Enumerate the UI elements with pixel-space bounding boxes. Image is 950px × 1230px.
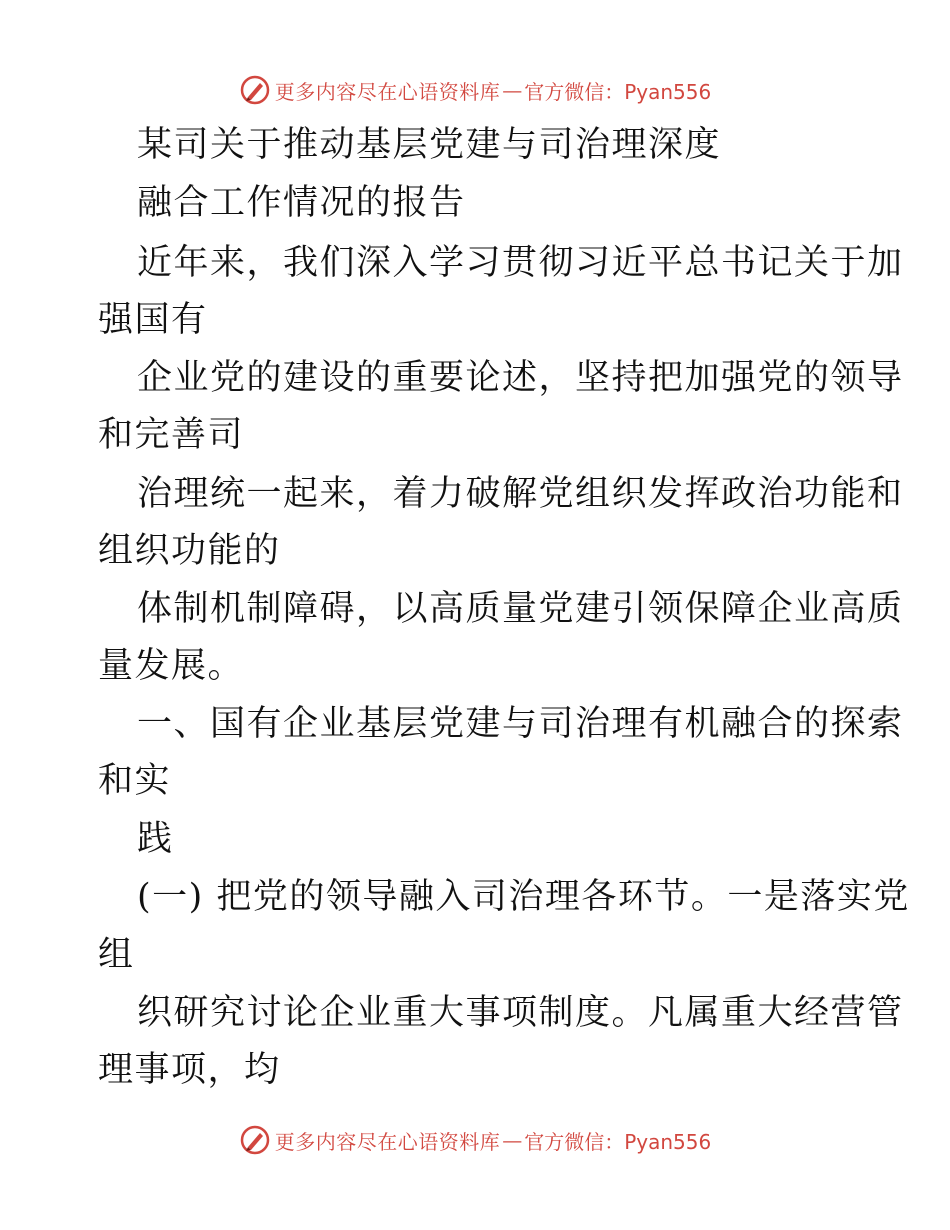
text-line: 组织功能的 — [98, 531, 281, 571]
banner-separator: — — [502, 1128, 523, 1152]
doc-title-line-1: 某司关于推动基层党建与司治理深度 — [137, 125, 722, 165]
footer-banner — [0, 1120, 950, 1160]
banner-text: 更多内容尽在心语资料库 — [274, 1129, 501, 1154]
text-line: 组 — [98, 935, 135, 975]
doc-title-line-2: 融合工作情况的报告 — [137, 183, 466, 223]
text-line: 量发展。 — [98, 646, 245, 686]
section-heading-line: 和实 — [98, 761, 172, 801]
subsection-line: (一) 把党的领导融入司治理各环节。一是落实党 — [137, 877, 910, 917]
banner-text: 更多内容尽在心语资料库 — [274, 79, 501, 104]
text-line: 强国有 — [98, 300, 208, 340]
pen-circle-logo-icon — [239, 74, 271, 106]
text-line: 近年来，我们深入学习贯彻习近平总书记关于加 — [137, 243, 904, 283]
text-line: 治理统一起来，着力破解党组织发挥政治功能和 — [137, 474, 904, 514]
text-line: 和完善司 — [98, 415, 245, 455]
text-line: 体制机制障碍，以高质量党建引领保障企业高质 — [137, 589, 904, 629]
pen-circle-logo-icon — [239, 1124, 271, 1156]
banner-separator: — — [502, 78, 523, 102]
banner-wechat: 官方微信：Pyan556 — [524, 79, 712, 104]
text-line: 理事项，均 — [98, 1050, 281, 1090]
text-line: 织研究讨论企业重大事项制度。凡属重大经营管 — [137, 993, 904, 1033]
header-banner — [0, 70, 950, 110]
section-heading-line: 践 — [137, 819, 174, 859]
text-line: 企业党的建设的重要论述，坚持把加强党的领导 — [137, 358, 904, 398]
section-heading-line: 一、国有企业基层党建与司治理有机融合的探索 — [137, 704, 904, 744]
banner-wechat: 官方微信：Pyan556 — [524, 1129, 712, 1154]
